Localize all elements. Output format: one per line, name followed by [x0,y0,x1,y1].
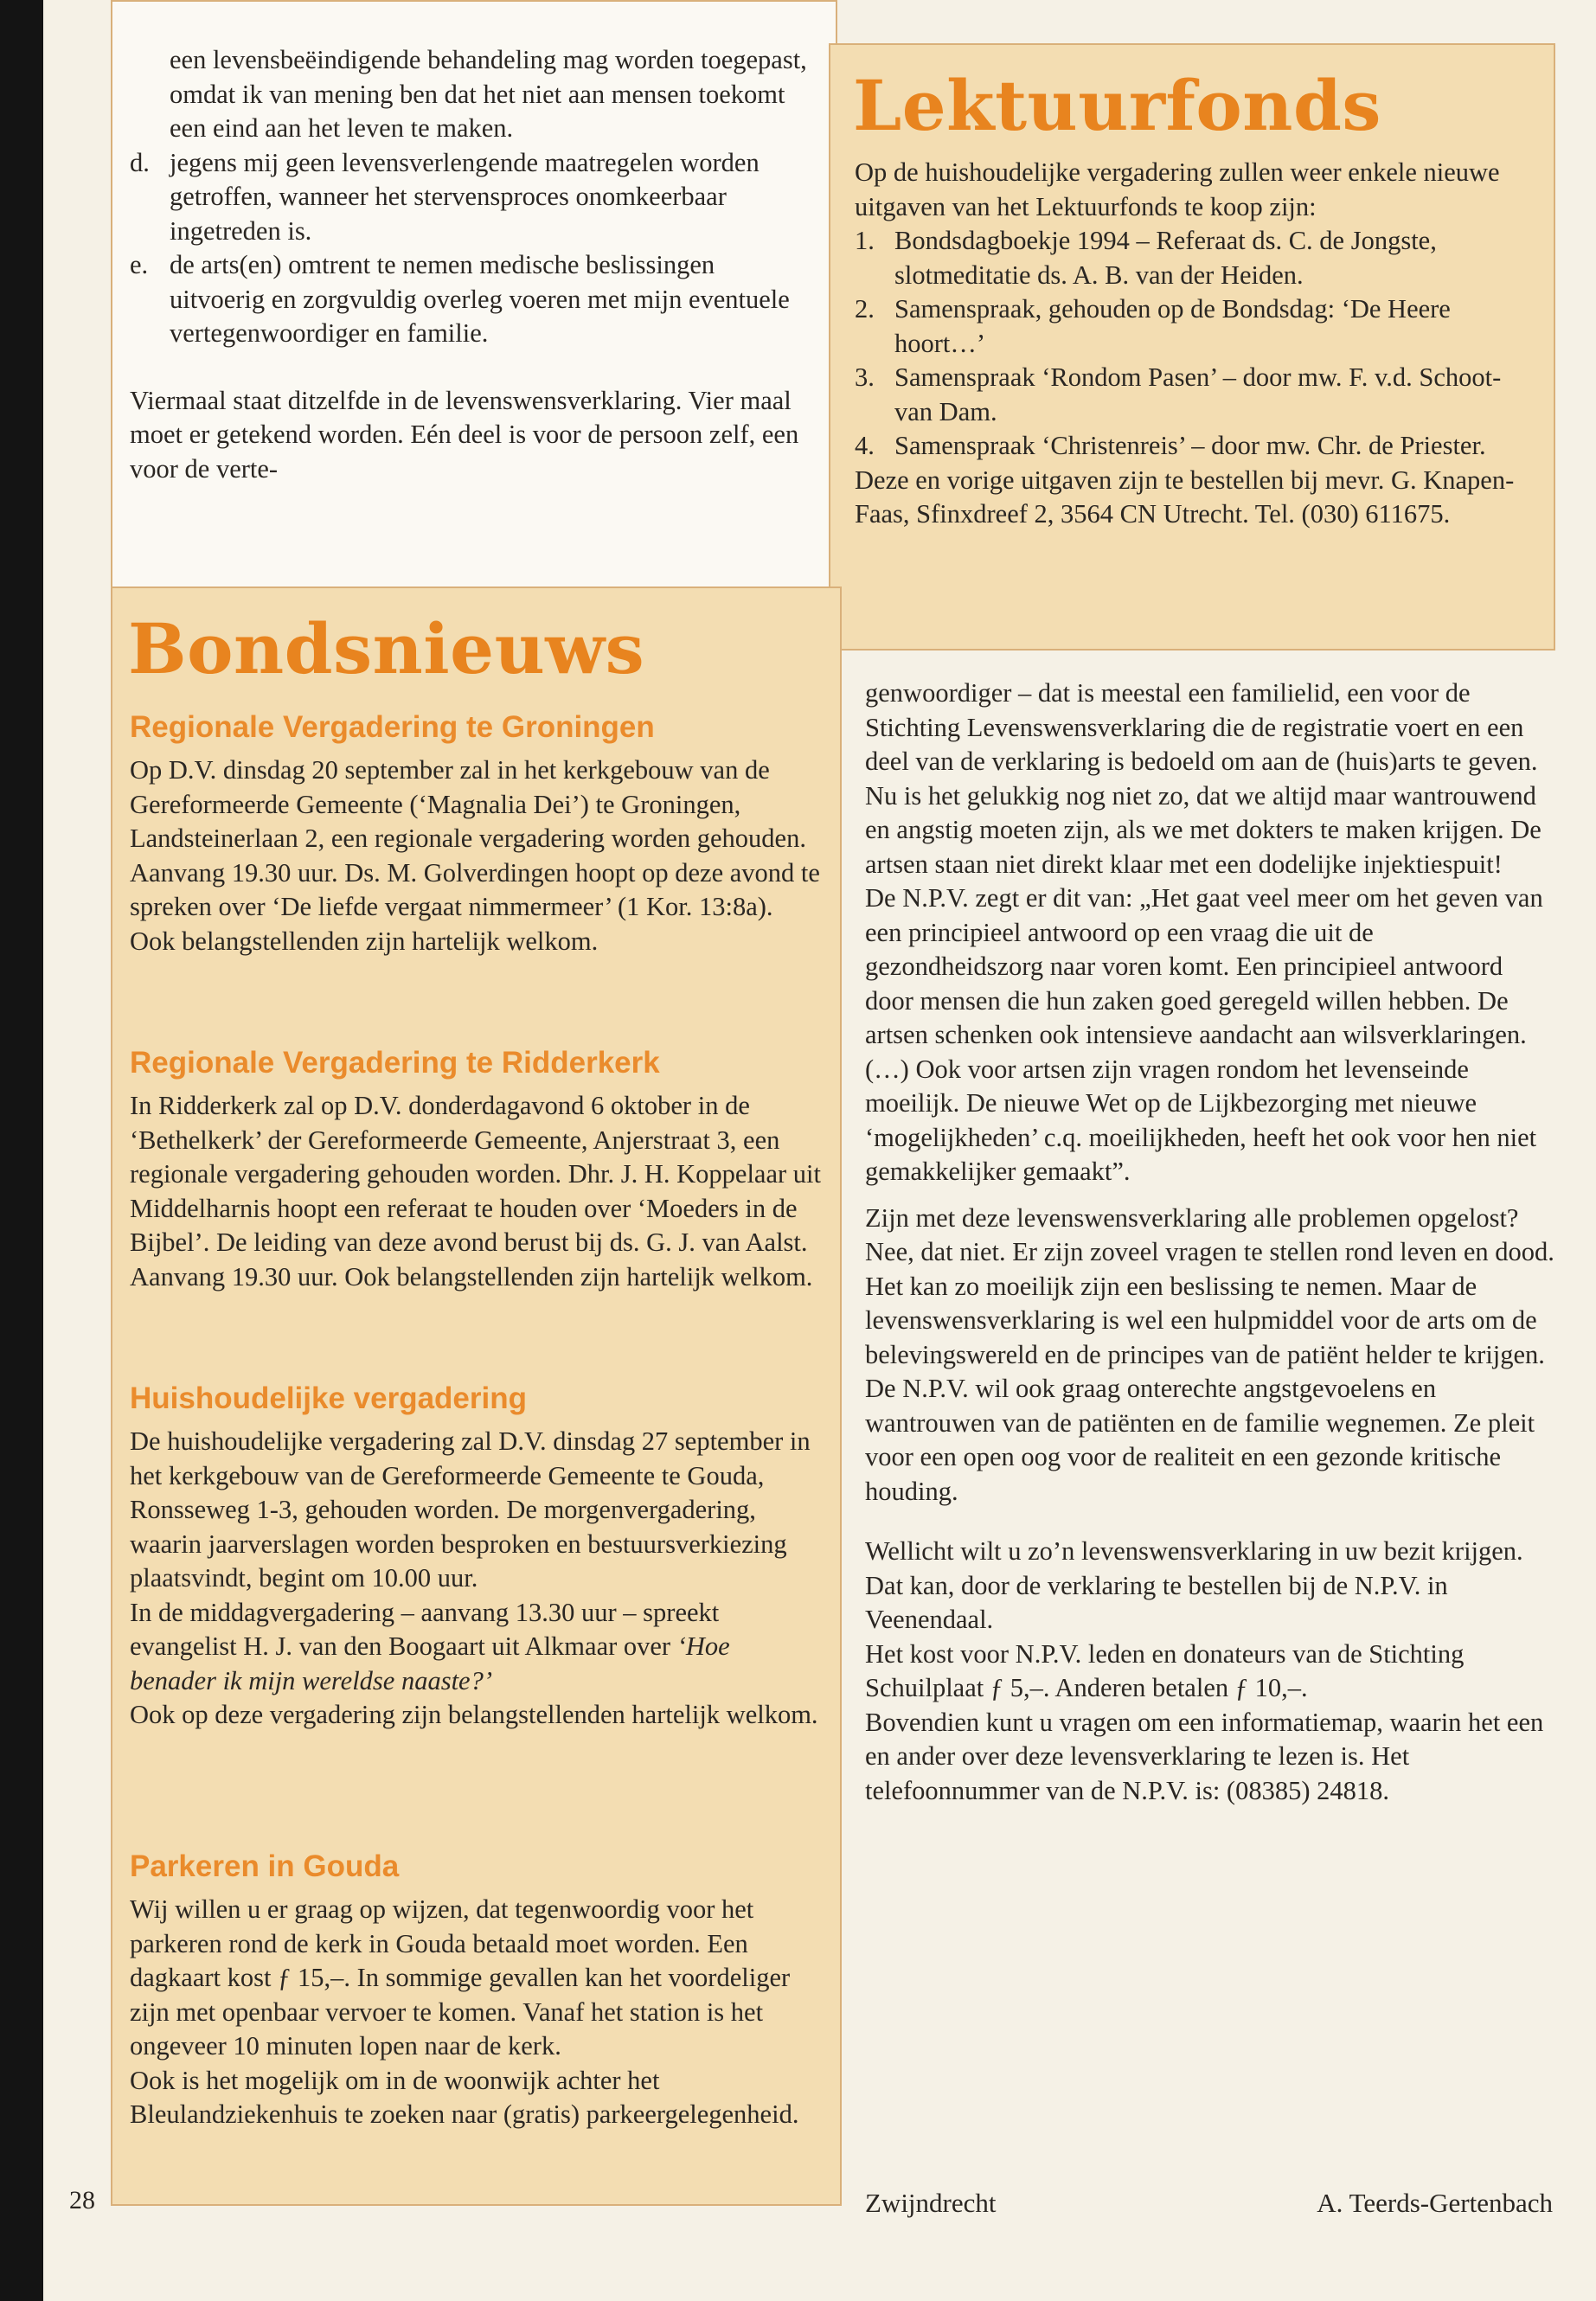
page-number: 28 [69,2186,95,2214]
list-item: 3. Samenspraak ‘Rondom Pasen’ – door mw. F. v.d. Schoot-van Dam. [855,362,1502,426]
lektuurfonds-outro: Deze en vorige uitgaven zijn te bestellen bij mevr. G. Knapen-Faas, Sfinxdreef 2, 3564 CN Utrecht. Tel. (030) 611675. [855,465,1515,529]
list-number: 2. [855,294,875,324]
section-heading-groningen: Regionale Vergadering te Groningen [130,710,655,744]
publication-list [855,224,1534,464]
list-item: 1. Bondsdagboekje 1994 – Referaat ds. C. de Jongste, slotmeditatie ds. A. B. van der Heiden. [855,226,1437,290]
magazine-page [43,0,1596,2301]
section-heading-ridderkerk: Regionale Vergadering te Ridderkerk [130,1046,660,1080]
section-body-parkeren: Wij willen u er graag op wijzen, dat tegenwoordig voor het parkeren rond de kerk in Gouda betaald moet worden. Een dagkaart kost ƒ 15,–. In sommige gevallen kan het voordeliger zijn met openbaar vervoer te komen. Vanaf het station is het ongeveer 10 minuten lopen naar de kerk. Ook is het mogelijk om in de woonwijk achter het Bleulandziekenhuis te zoeken naar (gratis) parkeergelegenheid. [130,1894,799,2129]
lecture-title: ‘Hoe benader ik mijn wereldse naaste?’ [130,1631,730,1695]
list-number: 4. [855,431,875,460]
section-heading-parkeren: Parkeren in Gouda [130,1849,400,1883]
lektuurfonds-title: Lektuurfonds [853,65,1381,146]
article-place: Zwijndrecht [865,2188,997,2218]
lektuurfonds-intro: Op de huishoudelijke vergadering zullen weer enkele nieuwe uitgaven van het Lektuurfonds te koop zijn: [855,157,1500,221]
section-body-groningen: Op D.V. dinsdag 20 september zal in het kerkgebouw van de Gereformeerde Gemeente (‘Magnalia Dei’) te Groningen, Landsteinerlaan 2, een regionale vergadering worden gehouden. Aanvang 19.30 uur. Ds. M. Golverdingen hoopt op deze avond te spreken over ‘De liefde vergaat nimmermeer’ (1 Kor. 13:8a). Ook belangstellenden zijn hartelijk welkom. [130,755,820,956]
section-heading-huishoudelijke: Huishoudelijke vergadering [130,1381,527,1415]
bondsnieuws-title: Bondsnieuws [128,608,645,689]
lektuurfonds-box [829,43,1555,651]
article-continuation-box [111,0,837,588]
list-number: 3. [855,362,875,392]
list-item: d. jegens mij geen levensverlengende maatregelen worden getroffen, wanneer het stervensproces onomkeerbaar ingetreden is. [130,147,760,246]
article-right-column: genwoordiger – dat is meestal een familielid, een voor de Stichting Levenswensverklaring die de registratie voert en een deel van de verklaring is bedoeld om aan de (huis)arts te geven. Nu is het gelukkig nog niet zo, dat we altijd maar wantrouwend en angstig moeten zijn, als we met dokters te maken krijgen. De artsen staan niet direkt klaar met een dodelijke injektiespuit! De N.P.V. zegt er dit van: „Het gaat veel meer om het geven van een principieel antwoord op een vraag die uit de gezondheidszorg naar voren komt. Een principieel antwoord door mensen die hun zaken goed geregeld willen hebben. De artsen schenken ook intensieve aandacht aan wilsverklaringen. (…) Ook voor artsen zijn vragen rondom het levenseinde moeilijk. De nieuwe Wet op de Lijkbezorging met nieuwe ‘mogelijkheden’ c.q. moeilijkheden, heeft het ook voor hen niet gemakkelijker gemaakt”. Zijn met deze levenswensverklaring alle problemen opgelost? Nee, dat niet. Er zijn zoveel vragen te stellen rond leven en dood. Het kan zo moeilijk zijn een beslissing te nemen. Maar de levenswensverklaring is wel een hulpmiddel voor de arts om de belevingswereld en de principes van de patiënt helder te krijgen. De N.P.V. wil ook graag onterechte angstgevoelens en wantrouwen van de patiënten en de familie wegnemen. Ze pleit voor een open oog voor de realiteit en een gezonde kritische houding. Wellicht wilt u zo’n levenswensverklaring in uw bezit krijgen. Dat kan, door de verklaring te bestellen bij de N.P.V. in Veenendaal. Het kost voor N.P.V. leden en donateurs van de Stichting Schuilplaat ƒ 5,–. Anderen betalen ƒ 10,–. Bovendien kunt u vragen om een informatiemap, waarin het een en ander over deze levensverklaring te lezen is. Het telefoonnummer van de N.P.V. is: (08385) 24818. [865,678,1554,1805]
list-marker: e. [130,250,149,279]
article-continuation [130,43,813,486]
list-marker: d. [130,147,150,177]
list-item: een levensbeëindigende behandeling mag worden toegepast, omdat ik van mening ben dat het niet aan mensen toekomt een eind aan het leven te maken. [170,45,807,143]
article-author: A. Teerds-Gertenbach [1317,2188,1553,2218]
lektuurfonds-body [855,156,1534,532]
list-item: 4. Samenspraak ‘Christenreis’ – door mw. Chr. de Priester. [855,429,1534,464]
list-item: e. de arts(en) omtrent te nemen medische beslissingen uitvoerig en zorgvuldig overleg voeren met mijn eventuele vertegenwoordiger en familie. [130,250,790,348]
list-item: 2. Samenspraak, gehouden op de Bondsdag: ‘De Heere hoort…’ [855,294,1451,358]
declaration-list [130,43,813,351]
section-body-huishoudelijke: De huishoudelijke vergadering zal D.V. dinsdag 27 september in het kerkgebouw van de Gereformeerde Gemeente te Gouda, Ronsseweg 1-3, gehouden worden. De morgenvergadering, waarin jaarverslagen worden besproken en bestuursverkiezing plaatsvindt, begint om 10.00 uur. In de middagvergadering – aanvang 13.30 uur – spreekt evangelist H. J. van den Boogaart uit Alkmaar over ‘Hoe benader ik mijn wereldse naaste?’ Ook op deze vergadering zijn belangstellenden hartelijk welkom. [130,1426,818,1729]
list-number: 1. [855,226,875,255]
paragraph: Viermaal staat ditzelfde in de levenswensverklaring. Vier maal moet er getekend worden. Eén deel is voor de persoon zelf, een voor de verte- [130,385,799,484]
bondsnieuws-box [111,586,842,2206]
section-body-ridderkerk: In Ridderkerk zal op D.V. donderdagavond 6 oktober in de ‘Bethelkerk’ der Gereformeerde Gemeente, Anjerstraat 3, een regionale vergadering gehouden worden. Dhr. J. H. Koppelaar uit Middelharnis hoopt een referaat te houden over ‘Moeders in de Bijbel’. De leiding van deze avond berust bij ds. G. J. van Aalst. Aanvang 19.30 uur. Ook belangstellenden zijn hartelijk welkom. [130,1091,821,1292]
